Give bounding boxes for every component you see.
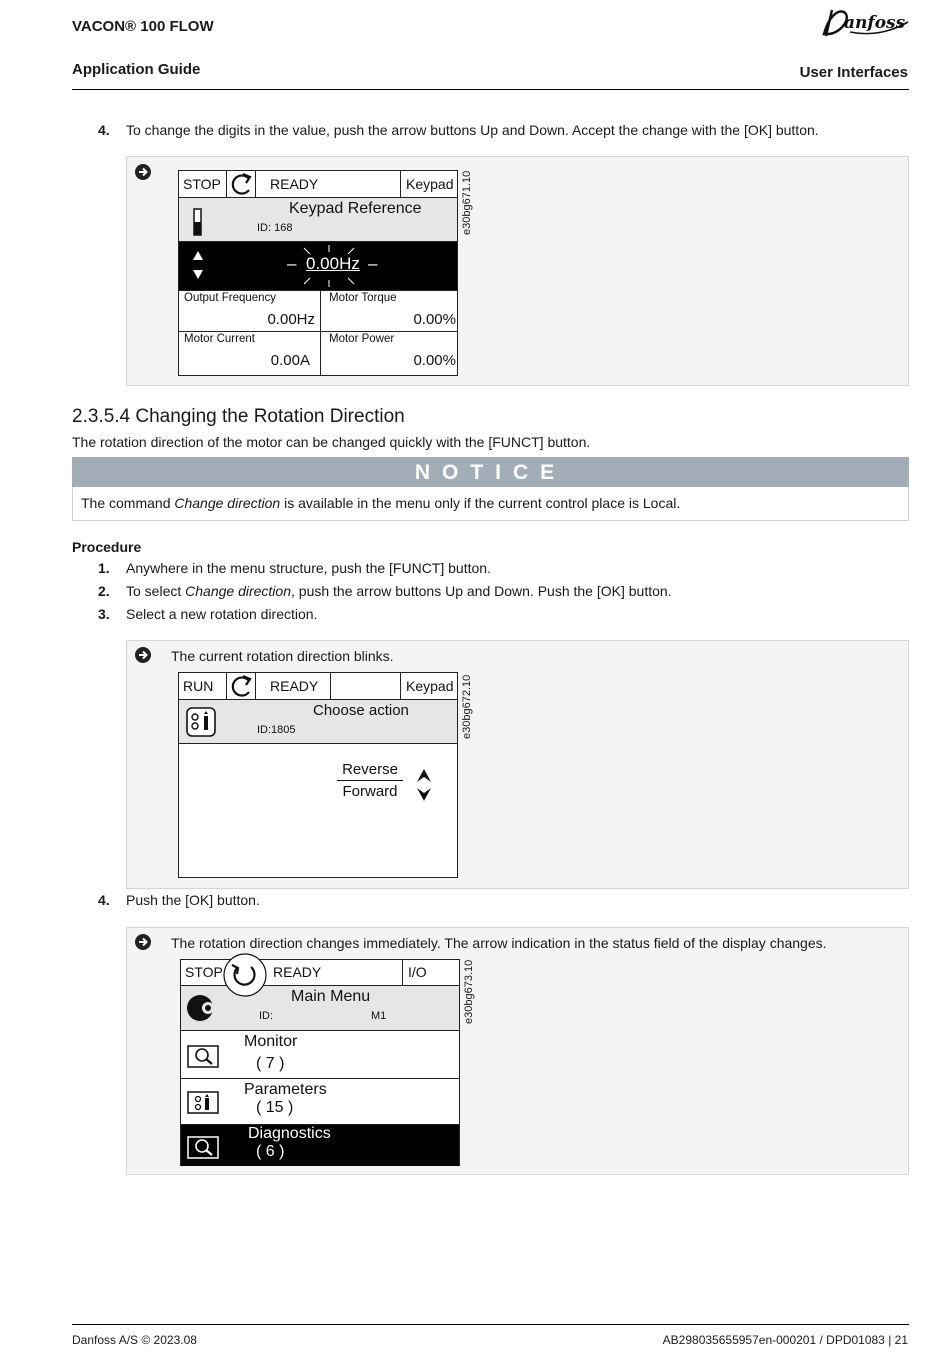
status-state: STOP [179, 171, 227, 197]
status-ready: READY [258, 960, 403, 985]
procedure-title: Procedure [72, 539, 142, 555]
status-empty [331, 673, 401, 699]
figure-choose-action [126, 640, 909, 889]
edited-value: 0.00Hz [306, 254, 360, 273]
value-dash-left: – [287, 254, 297, 273]
danfoss-logo [820, 4, 910, 40]
notice-body: The command Change direction is available in the menu only if the current control place is Local. [72, 487, 909, 521]
keypad-display-1 [178, 170, 458, 376]
guide-title: Application Guide [72, 61, 201, 78]
parameters-icon [187, 1089, 219, 1115]
data-row-1 [179, 290, 457, 332]
result-arrow-icon [134, 646, 152, 664]
result-arrow-icon [134, 933, 152, 951]
menu-item-monitor[interactable]: Monitor ( 7 ) [181, 1030, 459, 1078]
display-id: ID: 168 [257, 222, 293, 234]
motor-power-cell: Motor Power 0.00% [329, 333, 456, 369]
motor-current-cell: Motor Current 0.00A [179, 332, 321, 376]
status-state: RUN [179, 673, 227, 699]
notice-title: NOTICE [72, 457, 909, 487]
keypad-display-2 [178, 672, 458, 878]
footer-copyright: Danfoss A/S © 2023.08 [72, 1333, 197, 1347]
monitor-icon [187, 1043, 219, 1069]
footer-rule [72, 1324, 909, 1325]
product-name: VACON® 100 FLOW [72, 18, 214, 35]
status-control-place: Keypad [406, 176, 454, 192]
data-row-2 [179, 332, 457, 376]
figure2-note: The current rotation direction blinks. [171, 648, 394, 664]
display-id: ID:1805 [257, 724, 296, 736]
figure-id: e30bg673.10 [463, 959, 475, 1024]
display-title-area [179, 700, 457, 744]
figure-id: e30bg671.10 [461, 170, 473, 235]
diagnostics-icon [187, 1134, 219, 1160]
option-reverse[interactable]: Reverse [337, 761, 403, 781]
parameters-icon [185, 706, 217, 738]
up-down-arrows-icon [191, 248, 205, 282]
motor-torque-cell: Motor Torque 0.00% [329, 292, 456, 328]
menu-item-parameters[interactable]: Parameters ( 15 ) [181, 1078, 459, 1124]
rotation-forward-icon [227, 171, 256, 197]
status-bar [179, 171, 457, 198]
header-rule [72, 89, 909, 90]
keypad-display-3 [180, 959, 460, 1166]
figure-keypad-reference [126, 156, 909, 386]
value-edit-area [179, 242, 457, 290]
svg-text:anfoss: anfoss [844, 13, 906, 33]
up-down-arrows-icon [415, 765, 433, 805]
display-title: Choose action [313, 702, 409, 719]
figure-id: e30bg672.10 [461, 674, 473, 739]
status-control-place: Keypad [406, 678, 454, 694]
output-frequency-cell: Output Frequency 0.00Hz [179, 291, 321, 331]
status-control-place: I/O [408, 964, 427, 980]
figure3-note: The rotation direction changes immediately. The arrow indication in the status field of the display changes. [171, 935, 827, 951]
rotation-reverse-icon [222, 952, 268, 998]
display-id: ID: [259, 1010, 274, 1022]
value-dash-right: – [368, 254, 378, 273]
rotation-forward-icon [227, 673, 256, 699]
result-arrow-icon [134, 163, 152, 181]
display-title: Main Menu [291, 988, 371, 1005]
menu-code: M1 [371, 1010, 387, 1022]
status-ready: READY [256, 673, 331, 699]
section-name: User Interfaces [799, 64, 908, 81]
menu-item-diagnostics[interactable]: Diagnostics ( 6 ) [181, 1124, 459, 1166]
status-ready: READY [256, 171, 401, 197]
status-state: STOP [185, 964, 223, 980]
display-title: Keypad Reference [289, 200, 422, 217]
footer-doc-number: AB298035655957en-000201 / DPD01083 | 21 [662, 1333, 908, 1347]
display-title-area [179, 198, 457, 242]
status-bar [179, 673, 457, 700]
section-intro: The rotation direction of the motor can be changed quickly with the [FUNCT] button. [72, 434, 591, 450]
figure-main-menu [126, 927, 909, 1175]
main-menu-icon [185, 992, 217, 1024]
option-forward[interactable]: Forward [342, 783, 398, 800]
reference-level-icon [193, 208, 205, 236]
section-title: 2.3.5.4 Changing the Rotation Direction [72, 406, 405, 427]
